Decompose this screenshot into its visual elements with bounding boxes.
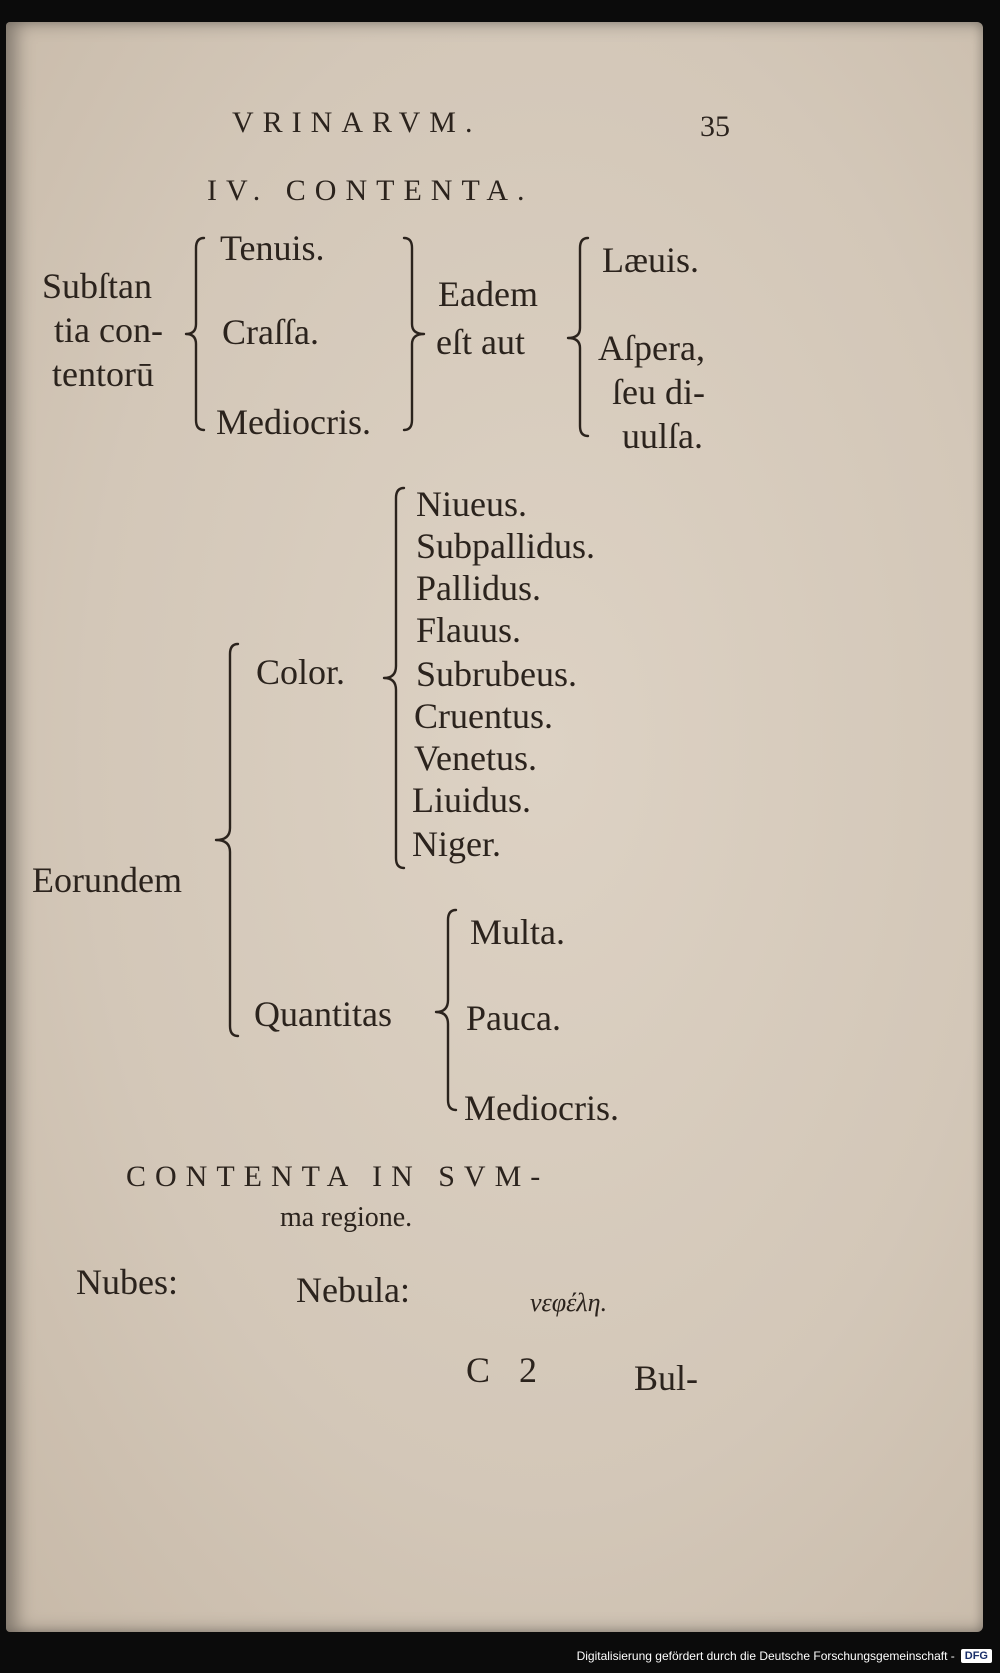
root-label-eorundem: Eorundem xyxy=(32,860,182,900)
surface-brace xyxy=(562,234,592,440)
section-title-summa-line2: ma regione. xyxy=(280,1202,413,1233)
color-label: Color. xyxy=(256,652,346,692)
color-brace xyxy=(376,484,408,872)
color-item-9: Niger. xyxy=(412,824,501,864)
digitization-credit xyxy=(577,1643,992,1669)
credit-text: Digitalisierung gefördert durch die Deutsche Forschungsgemeinschaft - xyxy=(576,1649,955,1663)
color-item-5: Subrubeus. xyxy=(416,654,577,694)
surface-laevis: Læuis. xyxy=(602,240,700,280)
quantity-multa: Multa. xyxy=(470,912,565,952)
eadem-line2: eſt aut xyxy=(436,322,525,362)
color-item-3: Pallidus. xyxy=(416,568,542,608)
eadem-line1: Eadem xyxy=(438,274,538,314)
term-nebula: Nebula: xyxy=(296,1270,410,1310)
color-item-2: Subpallidus. xyxy=(416,526,596,566)
substance-option-crassa: Craſſa. xyxy=(222,312,319,352)
substance-brace xyxy=(180,234,208,434)
substance-option-mediocris: Mediocris. xyxy=(216,402,371,442)
eorundem-brace xyxy=(208,640,242,1040)
page-number: 35 xyxy=(700,110,730,143)
substance-label-line2: tia con- xyxy=(54,310,163,350)
surface-aspera: Aſpera, xyxy=(598,328,705,368)
color-item-1: Niueus. xyxy=(416,484,527,524)
surface-uulsa: uulſa. xyxy=(622,416,703,456)
color-item-4: Flauus. xyxy=(416,610,522,650)
dfg-logo: DFG xyxy=(961,1649,992,1663)
quantity-pauca: Pauca. xyxy=(466,998,561,1038)
signature-mark: C 2 xyxy=(466,1350,548,1390)
catchword: Bul- xyxy=(634,1358,699,1398)
term-nubes: Nubes: xyxy=(76,1262,178,1302)
quantity-label: Quantitas xyxy=(254,994,392,1034)
term-greek-nephele: νεφέλη. xyxy=(530,1288,608,1317)
substance-label-line3: tentorū xyxy=(52,354,154,394)
section-title-contenta: IV. CONTENTA. xyxy=(207,174,534,207)
quantity-mediocris: Mediocris. xyxy=(464,1088,619,1128)
section-title-summa-line1: CONTENTA IN SVM- xyxy=(126,1160,550,1193)
eadem-closing-brace xyxy=(400,234,430,434)
color-item-6: Cruentus. xyxy=(414,696,553,736)
substance-option-tenuis: Tenuis. xyxy=(220,228,325,268)
color-item-7: Venetus. xyxy=(414,738,537,778)
surface-seu-di: ſeu di- xyxy=(612,372,705,412)
substance-label-line1: Subſtan xyxy=(42,266,153,306)
color-item-8: Liuidus. xyxy=(412,780,532,820)
running-head: VRINARVM. xyxy=(232,106,482,139)
quantity-brace xyxy=(428,906,460,1116)
